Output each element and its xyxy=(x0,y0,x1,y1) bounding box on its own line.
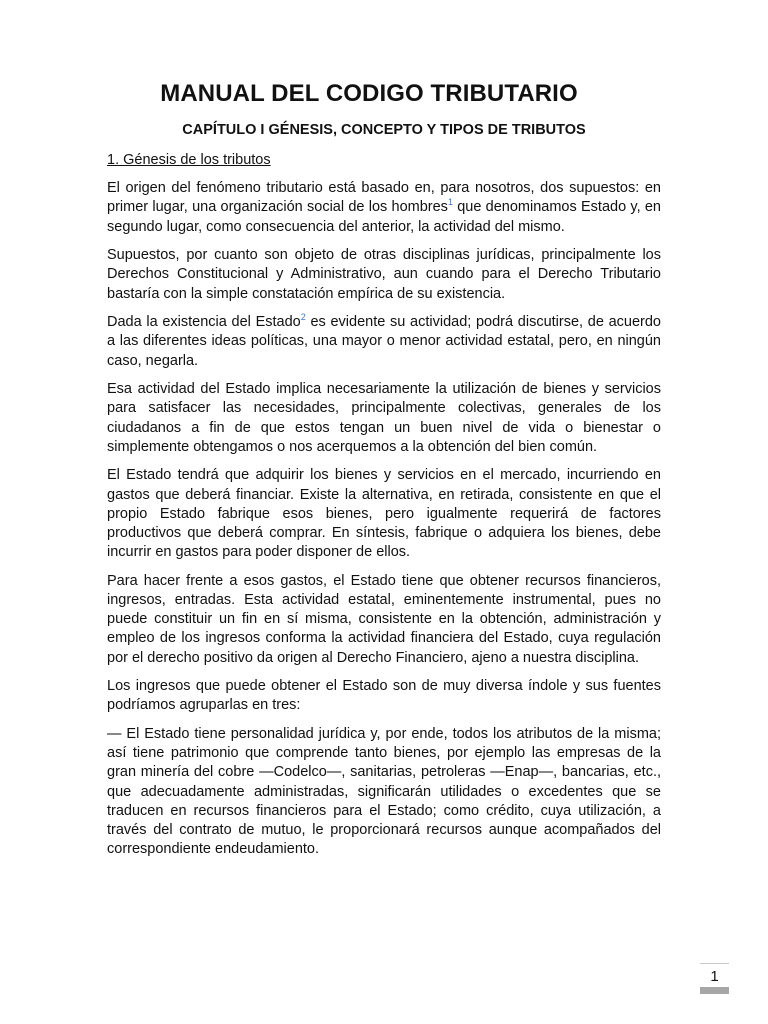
paragraph-3-text-after: es evidente su actividad; podrá discutirse, de acuerdo a las diferentes ideas políticas, una mayor o menor actividad estatal, pero, en ningún caso, negarla. xyxy=(107,314,661,369)
footnote-reference-2[interactable]: 2 xyxy=(300,312,306,323)
document-title: MANUAL DEL CODIGO TRIBUTARIO xyxy=(160,80,578,107)
page-number-bar xyxy=(700,987,729,994)
section-heading: 1. Génesis de los tributos xyxy=(107,152,271,168)
paragraph-4: Esa actividad del Estado implica necesariamente la utilización de bienes y servicios para satisfacer las necesidades, principalmente colectivas, generales de los ciudadanos a fin de que estos tengan un buen nivel de vida o bienestar o simplemente obtengamos o nos acerquemos a la obtención del bien común. xyxy=(107,381,661,455)
document-body xyxy=(107,151,661,869)
paragraph-8: — El Estado tiene personalidad jurídica y, por ende, todos los atributos de la misma; así tiene patrimonio que comprende tanto bienes, por ejemplo las empresas de la gran minería del cobre —Codelco—, sanitarias, petroleras —Enap—, bancarias, etc., que adecuadamente administradas, significarán utilidades o excedentes que se traducen en recursos financieros para el Estado; como crédito, cuya utilización, a través del contrato de mutuo, le proporcionará recursos aunque acompañados del correspondiente endeudamiento. xyxy=(107,726,661,858)
paragraph-5: El Estado tendrá que adquirir los bienes y servicios en el mercado, incurriendo en gastos que deberá financiar. Existe la alternativa, en retirada, consistente en que el propio Estado fabrique esos bienes, pero igualmente requerirá de factores productivos que deberá comprar. En síntesis, fabrique o adquiera los bienes, debe incurrir en gastos para poder disponer de ellos. xyxy=(107,467,661,561)
paragraph-1-text-after: que denominamos Estado y, en segundo lugar, como consecuencia del anterior, la actividad del mismo. xyxy=(107,199,661,235)
paragraph-7: Los ingresos que puede obtener el Estado son de muy diversa índole y sus fuentes podríamos agruparlas en tres: xyxy=(107,678,661,714)
chapter-title: CAPÍTULO I GÉNESIS, CONCEPTO Y TIPOS DE TRIBUTOS xyxy=(182,122,586,138)
paragraph-3-text-before: Dada la existencia del Estado xyxy=(107,314,301,331)
paragraph-6: Para hacer frente a esos gastos, el Estado tiene que obtener recursos financieros, ingresos, entradas. Esta actividad estatal, eminentemente instrumental, pues no puede constituir un fin en sí misma, consistente en la obtención, administración y empleo de los ingresos conforma la actividad financiera del Estado, cuya regulación por el derecho positivo da origen al Derecho Financiero, ajeno a nuestra disciplina. xyxy=(107,572,661,666)
page-number: 1 xyxy=(710,968,719,985)
paragraph-1-text-before: El origen del fenómeno tributario está basado en, para nosotros, dos supuestos: en primer lugar, una organización social de los hombres xyxy=(107,180,661,216)
paragraph-3 xyxy=(107,313,661,371)
paragraph-1 xyxy=(107,179,661,237)
footnote-reference-1[interactable]: 1 xyxy=(447,197,453,208)
page-number-footer xyxy=(700,963,729,994)
paragraph-2: Supuestos, por cuanto son objeto de otras disciplinas jurídicas, principalmente los Derechos Constitucional y Administrativo, aun cuando para el Derecho Tributario bastaría con la simple constatación empírica de su existencia. xyxy=(107,247,661,302)
